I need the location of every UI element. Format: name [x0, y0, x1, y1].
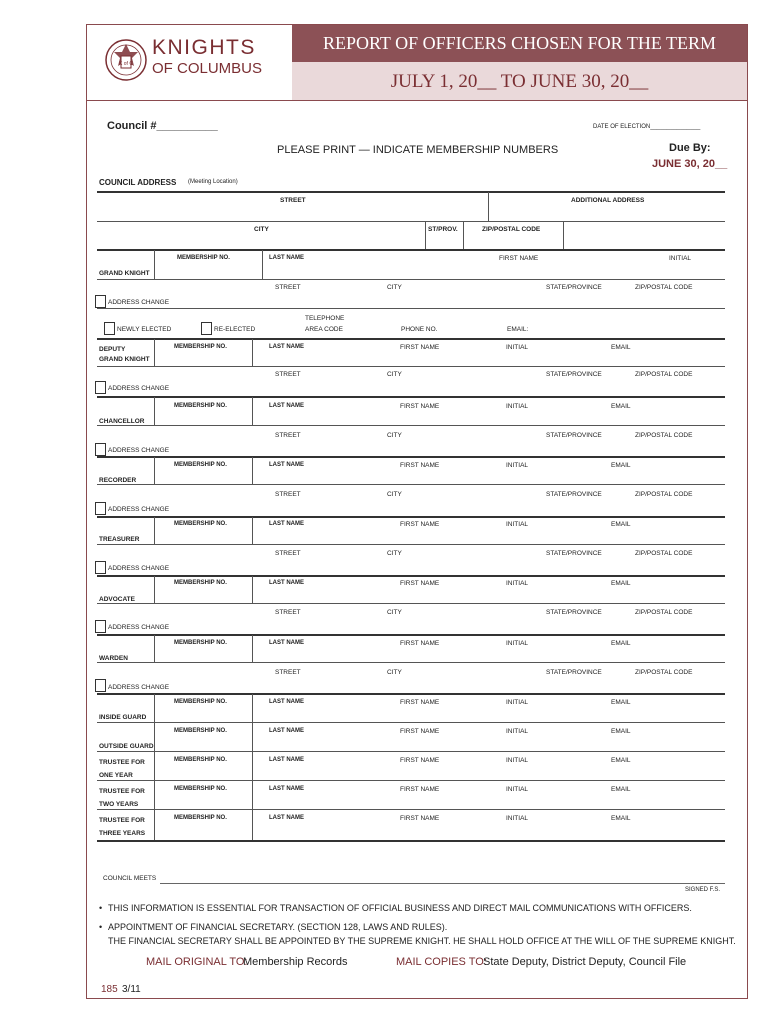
og-email-label: EMAIL — [611, 728, 631, 735]
telephone-label: TELEPHONE — [305, 315, 345, 322]
officer-outside-guard: OUTSIDE GUARD — [99, 743, 154, 750]
gk-city-label: CITY — [387, 284, 402, 291]
recorder-first-name-label: FIRST NAME — [400, 462, 440, 469]
advocate-zip-label: ZIP/POSTAL CODE — [635, 609, 693, 616]
advocate-street-label: STREET — [275, 609, 301, 616]
please-print-instruction: PLEASE PRINT — INDICATE MEMBERSHIP NUMBERS — [277, 144, 559, 156]
warden-street-label: STREET — [275, 669, 301, 676]
gk-state-label: STATE/PROVINCE — [546, 284, 602, 291]
recorder-street-label: STREET — [275, 491, 301, 498]
mail-original-value: Membership Records — [243, 956, 348, 968]
recorder-address-change-label: ADDRESS CHANGE — [108, 506, 170, 513]
og-initial-label: INITIAL — [506, 728, 529, 735]
chancellor-address-change-label: ADDRESS CHANGE — [108, 447, 170, 454]
ig-initial-label: INITIAL — [506, 699, 529, 706]
council-meets-line[interactable] — [160, 883, 725, 884]
warden-address-change-label: ADDRESS CHANGE — [108, 684, 170, 691]
address-city-header: CITY — [254, 226, 269, 233]
mail-original-label: MAIL ORIGINAL TO: — [146, 956, 248, 968]
warden-address-change-checkbox[interactable] — [95, 679, 106, 692]
ig-email-label: EMAIL — [611, 699, 631, 706]
chancellor-email-label: EMAIL — [611, 403, 631, 410]
advocate-email-label: EMAIL — [611, 580, 631, 587]
ig-membership-no-label: MEMBERSHIP NO. — [174, 699, 227, 705]
officer-trustee-one-line2: ONE YEAR — [99, 772, 133, 779]
date-of-election-field[interactable]: DATE OF ELECTION_______________ — [593, 124, 701, 130]
og-first-name-label: FIRST NAME — [400, 728, 440, 735]
address-additional-header: ADDITIONAL ADDRESS — [571, 197, 645, 204]
advocate-initial-label: INITIAL — [506, 580, 529, 587]
advocate-first-name-label: FIRST NAME — [400, 580, 440, 587]
warden-first-name-label: FIRST NAME — [400, 640, 440, 647]
advocate-address-change-checkbox[interactable] — [95, 620, 106, 633]
chancellor-state-label: STATE/PROVINCE — [546, 432, 602, 439]
recorder-initial-label: INITIAL — [506, 462, 529, 469]
recorder-state-label: STATE/PROVINCE — [546, 491, 602, 498]
dgk-first-name-label: FIRST NAME — [400, 344, 440, 351]
treasurer-zip-label: ZIP/POSTAL CODE — [635, 550, 693, 557]
chancellor-last-name-label: LAST NAME — [269, 403, 304, 409]
re-elected-label: RE-ELECTED — [214, 326, 256, 333]
dgk-zip-label: ZIP/POSTAL CODE — [635, 371, 693, 378]
officer-grand-knight: GRAND KNIGHT — [99, 270, 150, 277]
signed-fs-label: SIGNED F.S. — [685, 887, 721, 893]
chancellor-city-label: CITY — [387, 432, 402, 439]
officer-chancellor: CHANCELLOR — [99, 418, 145, 425]
logo — [104, 36, 279, 86]
dgk-address-change-label: ADDRESS CHANGE — [108, 385, 170, 392]
officer-deputy-line2: GRAND KNIGHT — [99, 356, 150, 363]
bullet-1-icon: • — [99, 903, 103, 913]
newly-elected-label: NEWLY ELECTED — [117, 326, 172, 333]
bullet-2-continuation: THE FINANCIAL SECRETARY SHALL BE APPOINTED BY THE SUPREME KNIGHT. HE SHALL HOLD OFFICE AT THE WILL OF THE SUPREME KNIGHT. — [108, 936, 736, 946]
due-date: JUNE 30, 20__ — [652, 158, 728, 170]
email-colon-label: EMAIL: — [507, 326, 529, 333]
officer-advocate: ADVOCATE — [99, 596, 135, 603]
term-dates: JULY 1, 20__ TO JUNE 30, 20__ — [390, 71, 649, 92]
dgk-city-label: CITY — [387, 371, 402, 378]
warden-email-label: EMAIL — [611, 640, 631, 647]
area-code-label: AREA CODE — [305, 326, 343, 333]
advocate-membership-no-label: MEMBERSHIP NO. — [174, 580, 227, 586]
officer-warden: WARDEN — [99, 655, 128, 662]
ig-first-name-label: FIRST NAME — [400, 699, 440, 706]
warden-zip-label: ZIP/POSTAL CODE — [635, 669, 693, 676]
recorder-city-label: CITY — [387, 491, 402, 498]
gk-last-name-label: LAST NAME — [269, 255, 304, 261]
t3-first-name-label: FIRST NAME — [400, 815, 440, 822]
t2-first-name-label: FIRST NAME — [400, 786, 440, 793]
advocate-city-label: CITY — [387, 609, 402, 616]
gk-zip-label: ZIP/POSTAL CODE — [635, 284, 693, 291]
dgk-last-name-label: LAST NAME — [269, 344, 304, 350]
mail-copies-value: State Deputy, District Deputy, Council File — [483, 956, 687, 968]
chancellor-first-name-label: FIRST NAME — [400, 403, 440, 410]
bullet-2-icon: • — [99, 922, 103, 932]
due-by-label: Due By: — [669, 142, 711, 154]
advocate-state-label: STATE/PROVINCE — [546, 609, 602, 616]
recorder-email-label: EMAIL — [611, 462, 631, 469]
bullet-2-text: APPOINTMENT OF FINANCIAL SECRETARY. (SECTION 128, LAWS AND RULES). — [108, 922, 448, 932]
logo-line2: OF COLUMBUS — [152, 60, 263, 77]
dgk-street-label: STREET — [275, 371, 301, 378]
form-number: 185 — [101, 984, 118, 995]
t1-membership-no-label: MEMBERSHIP NO. — [174, 757, 227, 763]
gk-street-label: STREET — [275, 284, 301, 291]
officer-trustee-three-line2: THREE YEARS — [99, 830, 146, 837]
chancellor-street-label: STREET — [275, 432, 301, 439]
recorder-zip-label: ZIP/POSTAL CODE — [635, 491, 693, 498]
treasurer-address-change-label: ADDRESS CHANGE — [108, 565, 170, 572]
t1-initial-label: INITIAL — [506, 757, 529, 764]
t1-first-name-label: FIRST NAME — [400, 757, 440, 764]
t2-last-name-label: LAST NAME — [269, 786, 304, 792]
treasurer-membership-no-label: MEMBERSHIP NO. — [174, 521, 227, 527]
warden-initial-label: INITIAL — [506, 640, 529, 647]
warden-membership-no-label: MEMBERSHIP NO. — [174, 640, 227, 646]
newly-elected-checkbox[interactable] — [104, 322, 115, 335]
gk-initial-label: INITIAL — [669, 255, 692, 262]
officer-trustee-two-line1: TRUSTEE FOR — [99, 788, 145, 795]
council-meets-label: COUNCIL MEETS — [103, 875, 157, 882]
og-last-name-label: LAST NAME — [269, 728, 304, 734]
t2-membership-no-label: MEMBERSHIP NO. — [174, 786, 227, 792]
council-address-label: COUNCIL ADDRESS — [99, 178, 177, 187]
t3-last-name-label: LAST NAME — [269, 815, 304, 821]
advocate-last-name-label: LAST NAME — [269, 580, 304, 586]
chancellor-membership-no-label: MEMBERSHIP NO. — [174, 403, 227, 409]
address-zip-header: ZIP/POSTAL CODE — [482, 226, 541, 233]
advocate-address-change-label: ADDRESS CHANGE — [108, 624, 170, 631]
treasurer-address-change-checkbox[interactable] — [95, 561, 106, 574]
t3-membership-no-label: MEMBERSHIP NO. — [174, 815, 227, 821]
recorder-address-change-checkbox[interactable] — [95, 502, 106, 515]
form-date: 3/11 — [122, 984, 141, 995]
re-elected-checkbox[interactable] — [201, 322, 212, 335]
chancellor-zip-label: ZIP/POSTAL CODE — [635, 432, 693, 439]
address-street-header: STREET — [280, 197, 306, 204]
t2-initial-label: INITIAL — [506, 786, 529, 793]
form-frame — [86, 24, 748, 999]
phone-no-label: PHONE NO. — [401, 326, 438, 333]
treasurer-initial-label: INITIAL — [506, 521, 529, 528]
officer-trustee-one-line1: TRUSTEE FOR — [99, 759, 145, 766]
bullet-1-text: THIS INFORMATION IS ESSENTIAL FOR TRANSACTION OF OFFICIAL BUSINESS AND DIRECT MAIL COMMUNICATIONS WITH OFFICERS. — [108, 903, 692, 913]
dgk-address-change-checkbox[interactable] — [95, 381, 106, 394]
report-title: REPORT OF OFFICERS CHOSEN FOR THE TERM — [322, 33, 716, 53]
gk-address-change-label: ADDRESS CHANGE — [108, 299, 170, 306]
officer-inside-guard: INSIDE GUARD — [99, 714, 147, 721]
dgk-membership-no-label: MEMBERSHIP NO. — [174, 344, 227, 350]
treasurer-city-label: CITY — [387, 550, 402, 557]
knights-emblem-icon — [104, 36, 148, 84]
treasurer-first-name-label: FIRST NAME — [400, 521, 440, 528]
recorder-last-name-label: LAST NAME — [269, 462, 304, 468]
treasurer-street-label: STREET — [275, 550, 301, 557]
council-number-field[interactable]: Council #__________ — [107, 120, 218, 132]
dgk-initial-label: INITIAL — [506, 344, 529, 351]
logo-line1: KNIGHTS — [152, 36, 256, 59]
officer-treasurer: TREASURER — [99, 536, 140, 543]
officer-deputy-line1: DEPUTY — [99, 346, 126, 353]
officer-trustee-three-line1: TRUSTEE FOR — [99, 817, 145, 824]
t2-email-label: EMAIL — [611, 786, 631, 793]
t1-last-name-label: LAST NAME — [269, 757, 304, 763]
gk-first-name-label: FIRST NAME — [499, 255, 539, 262]
chancellor-initial-label: INITIAL — [506, 403, 529, 410]
og-membership-no-label: MEMBERSHIP NO. — [174, 728, 227, 734]
officer-trustee-two-line2: TWO YEARS — [99, 801, 139, 808]
address-stprov-header: ST/PROV. — [428, 226, 458, 233]
gk-address-change-checkbox[interactable] — [95, 295, 106, 308]
gk-membership-no-label: MEMBERSHIP NO. — [177, 255, 230, 261]
meeting-location-note: (Meeting Location) — [188, 179, 238, 185]
dgk-state-label: STATE/PROVINCE — [546, 371, 602, 378]
dgk-email-label: EMAIL — [611, 344, 631, 351]
t1-email-label: EMAIL — [611, 757, 631, 764]
warden-last-name-label: LAST NAME — [269, 640, 304, 646]
chancellor-address-change-checkbox[interactable] — [95, 443, 106, 456]
t3-initial-label: INITIAL — [506, 815, 529, 822]
mail-copies-label: MAIL COPIES TO: — [396, 956, 487, 968]
recorder-membership-no-label: MEMBERSHIP NO. — [174, 462, 227, 468]
officer-recorder: RECORDER — [99, 477, 137, 484]
warden-state-label: STATE/PROVINCE — [546, 669, 602, 676]
svg-text:K of C: K of C — [119, 61, 133, 67]
t3-email-label: EMAIL — [611, 815, 631, 822]
warden-city-label: CITY — [387, 669, 402, 676]
ig-last-name-label: LAST NAME — [269, 699, 304, 705]
treasurer-email-label: EMAIL — [611, 521, 631, 528]
header-divider — [86, 100, 748, 101]
treasurer-state-label: STATE/PROVINCE — [546, 550, 602, 557]
treasurer-last-name-label: LAST NAME — [269, 521, 304, 527]
